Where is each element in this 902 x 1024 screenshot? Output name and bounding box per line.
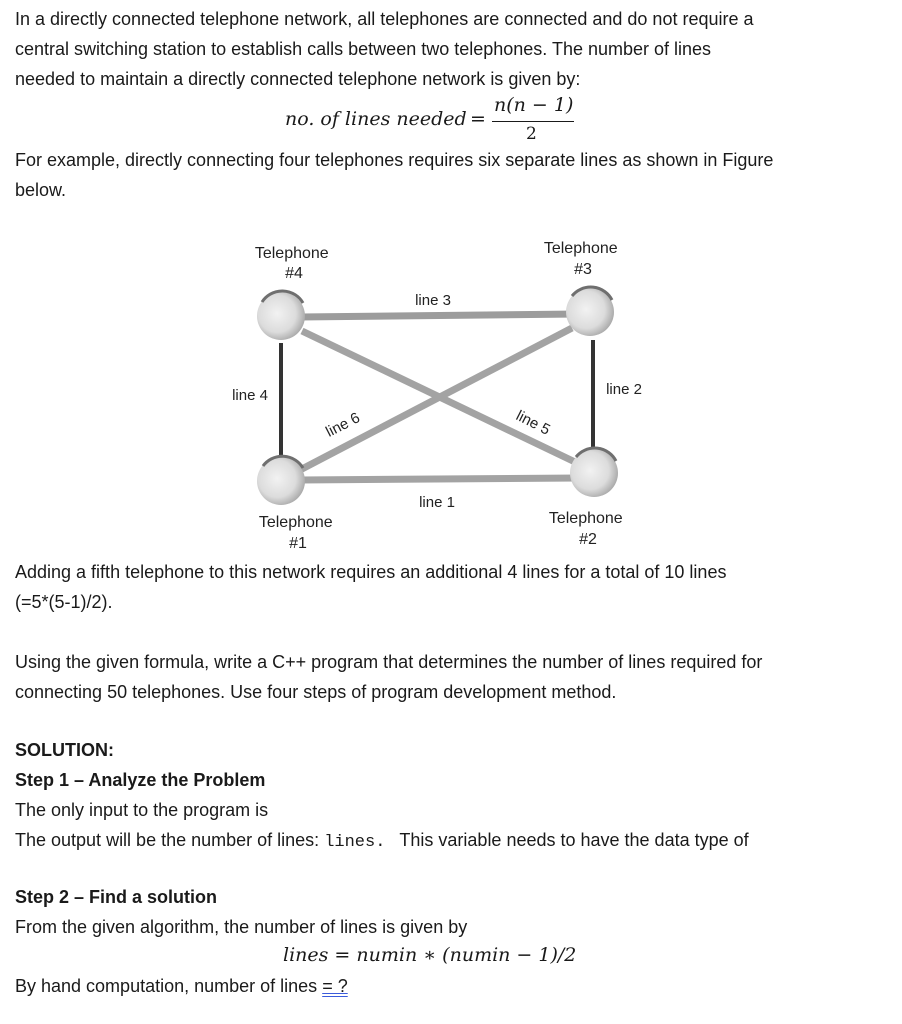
network-line-1 [300, 478, 580, 480]
step1-output-post: This variable needs to have the data type of [399, 830, 749, 850]
hand-computation-text [15, 971, 348, 1001]
telephone-3-label: Telephone #3 [543, 240, 618, 278]
formula-denominator: 2 [526, 124, 537, 144]
step1-variable: lines. [324, 833, 386, 852]
step1-heading: Step 1 – Analyze the Problem [15, 770, 266, 790]
step1-output-text [15, 825, 749, 858]
intro-line-1: In a directly connected telephone network, all telephones are connected and do not require a [15, 9, 754, 29]
step1-input-text: The only input to the program is [15, 800, 269, 820]
formula-lhs: no. of lines needed [285, 108, 467, 130]
hand-computation-answer[interactable]: = ? [322, 976, 348, 996]
telephone-2-node [570, 448, 618, 497]
intro-line-2: central switching station to establish calls between two telephones. The number of lines [15, 39, 712, 59]
task-line-2: connecting 50 telephones. Use four steps of program development method. [15, 682, 617, 702]
formula-numerator: n(n − 1) [494, 94, 574, 116]
line-3-label: line 3 [415, 292, 451, 309]
step1-output-pre: The output will be the number of lines: [15, 830, 325, 850]
formula-equals: = [470, 108, 486, 130]
example-line-1: For example, directly connecting four telephones requires six separate lines as shown in Figure [15, 150, 774, 170]
fifth-line-2: (=5*(5-1)/2). [15, 592, 113, 612]
line-6-label: line 6 [323, 409, 363, 441]
step2-heading: Step 2 – Find a solution [15, 887, 218, 907]
telephone-4-node [257, 291, 305, 340]
hand-computation-pre: By hand computation, number of lines [15, 976, 323, 996]
intro-line-3: needed to maintain a directly connected telephone network is given by: [15, 69, 581, 89]
solution-heading: SOLUTION: [15, 740, 114, 760]
example-line-2: below. [15, 180, 67, 200]
network-line-3 [300, 314, 578, 317]
line-4-label: line 4 [232, 387, 268, 404]
step2-text: From the given algorithm, the number of lines is given by [15, 917, 468, 937]
line-1-label: line 1 [419, 494, 455, 511]
telephone-3-node [566, 287, 614, 336]
telephone-1-node [257, 456, 305, 505]
telephone-1-label: Telephone #1 [258, 514, 333, 552]
task-line-1: Using the given formula, write a C++ program that determines the number of lines required for [15, 652, 763, 672]
fifth-line-1: Adding a fifth telephone to this network requires an additional 4 lines for a total of 10 lines [15, 562, 727, 582]
step2-formula: lines = numin ∗ (numin − 1)/2 [283, 944, 577, 966]
line-2-label: line 2 [606, 381, 642, 398]
telephone-2-label: Telephone #2 [548, 510, 623, 548]
line-5-label: line 5 [513, 407, 553, 439]
telephone-4-label: Telephone #4 [254, 245, 329, 282]
